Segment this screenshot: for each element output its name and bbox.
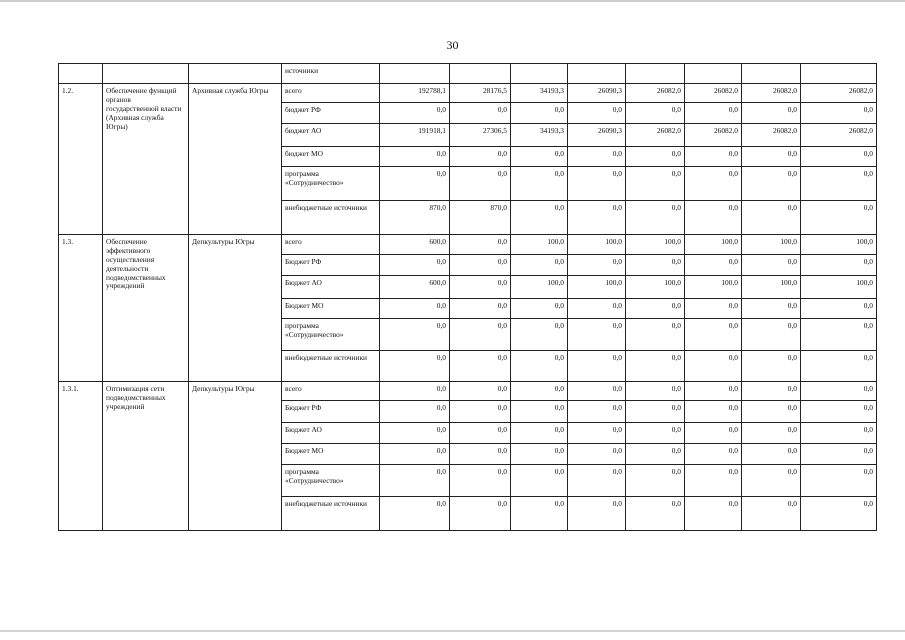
value-cell: 26082,0	[801, 124, 877, 147]
value-cell: 26082,0	[626, 124, 685, 147]
funding-source-cell: программа «Сотрудничество»	[282, 167, 380, 201]
value-cell: 27306,5	[450, 124, 511, 147]
value-cell: 0,0	[568, 319, 626, 351]
value-cell: 0,0	[801, 103, 877, 124]
value-cell: 0,0	[511, 319, 568, 351]
value-cell: 0,0	[511, 147, 568, 167]
value-cell	[568, 64, 626, 84]
value-cell	[626, 64, 685, 84]
funding-source-cell: бюджет МО	[282, 147, 380, 167]
value-cell: 0,0	[801, 401, 877, 423]
value-cell: 0,0	[568, 382, 626, 401]
value-cell: 100,0	[801, 276, 877, 299]
value-cell: 26090,3	[568, 84, 626, 103]
funding-source-cell: всего	[282, 235, 380, 255]
funding-source-cell: внебюджетные источники	[282, 201, 380, 235]
value-cell: 0,0	[511, 382, 568, 401]
value-cell: 600,0	[380, 235, 450, 255]
funding-source-cell: Бюджет МО	[282, 299, 380, 319]
value-cell: 0,0	[380, 103, 450, 124]
value-cell: 0,0	[801, 497, 877, 531]
value-cell: 0,0	[450, 465, 511, 497]
value-cell: 26082,0	[742, 84, 801, 103]
value-cell: 0,0	[685, 423, 742, 444]
value-cell: 0,0	[511, 103, 568, 124]
value-cell: 0,0	[511, 167, 568, 201]
value-cell: 0,0	[380, 351, 450, 382]
value-cell: 0,0	[450, 103, 511, 124]
value-cell: 0,0	[626, 401, 685, 423]
value-cell: 0,0	[626, 319, 685, 351]
value-cell: 0,0	[380, 147, 450, 167]
executor-cell: Депкультуры Югры	[189, 382, 282, 531]
value-cell: 0,0	[742, 465, 801, 497]
funding-source-cell: внебюджетные источники	[282, 351, 380, 382]
value-cell: 0,0	[450, 401, 511, 423]
value-cell: 0,0	[380, 444, 450, 465]
value-cell: 0,0	[742, 319, 801, 351]
value-cell: 0,0	[450, 351, 511, 382]
value-cell: 0,0	[685, 255, 742, 276]
value-cell: 0,0	[626, 465, 685, 497]
value-cell: 0,0	[685, 147, 742, 167]
funding-source-cell: бюджет АО	[282, 124, 380, 147]
funding-source-cell: источники	[282, 64, 380, 84]
value-cell: 0,0	[626, 299, 685, 319]
value-cell: 0,0	[450, 299, 511, 319]
value-cell	[450, 64, 511, 84]
budget-table	[58, 63, 877, 531]
value-cell: 0,0	[626, 255, 685, 276]
value-cell: 0,0	[801, 201, 877, 235]
value-cell: 0,0	[511, 401, 568, 423]
value-cell: 34193,3	[511, 124, 568, 147]
page-number: 30	[446, 38, 459, 52]
value-cell: 0,0	[450, 167, 511, 201]
value-cell: 100,0	[568, 276, 626, 299]
value-cell: 0,0	[626, 147, 685, 167]
funding-source-cell: Бюджет АО	[282, 276, 380, 299]
item-number-cell	[59, 64, 103, 84]
value-cell: 0,0	[511, 465, 568, 497]
value-cell: 0,0	[685, 497, 742, 531]
value-cell: 0,0	[742, 201, 801, 235]
value-cell: 0,0	[380, 382, 450, 401]
value-cell: 0,0	[450, 444, 511, 465]
scan-edge-top	[0, 0, 905, 2]
executor-cell	[189, 64, 282, 84]
value-cell: 0,0	[801, 465, 877, 497]
value-cell: 0,0	[568, 351, 626, 382]
funding-source-cell: всего	[282, 382, 380, 401]
value-cell: 0,0	[568, 103, 626, 124]
value-cell: 0,0	[685, 201, 742, 235]
value-cell: 870,0	[380, 201, 450, 235]
value-cell: 0,0	[568, 167, 626, 201]
value-cell: 100,0	[626, 235, 685, 255]
value-cell: 26082,0	[801, 84, 877, 103]
value-cell: 100,0	[742, 276, 801, 299]
value-cell: 26082,0	[685, 84, 742, 103]
value-cell: 0,0	[450, 382, 511, 401]
value-cell: 0,0	[742, 147, 801, 167]
value-cell: 0,0	[685, 299, 742, 319]
item-name-cell: Оптимизация сети подведомственных учреждений	[103, 382, 189, 531]
value-cell: 0,0	[742, 299, 801, 319]
funding-source-cell: программа «Сотрудничество»	[282, 465, 380, 497]
item-name-cell	[103, 64, 189, 84]
value-cell: 0,0	[742, 497, 801, 531]
table-body	[59, 64, 877, 531]
value-cell: 26082,0	[626, 84, 685, 103]
item-name-cell: Обеспечение эффективного осуществления деятельности подведомственных учреждений	[103, 235, 189, 382]
value-cell: 0,0	[626, 444, 685, 465]
value-cell: 0,0	[626, 201, 685, 235]
value-cell: 0,0	[380, 167, 450, 201]
value-cell: 0,0	[626, 167, 685, 201]
value-cell: 0,0	[450, 276, 511, 299]
item-number-cell: 1.2.	[59, 84, 103, 235]
funding-source-cell: Бюджет РФ	[282, 255, 380, 276]
value-cell: 0,0	[568, 465, 626, 497]
value-cell: 0,0	[568, 255, 626, 276]
item-name-cell: Обеспечение функций органов государственной власти (Архивная служба Югры)	[103, 84, 189, 235]
value-cell: 0,0	[380, 319, 450, 351]
funding-source-cell: всего	[282, 84, 380, 103]
value-cell: 0,0	[626, 423, 685, 444]
value-cell: 192788,1	[380, 84, 450, 103]
value-cell: 26082,0	[685, 124, 742, 147]
value-cell: 0,0	[511, 299, 568, 319]
value-cell: 0,0	[450, 319, 511, 351]
value-cell: 0,0	[801, 167, 877, 201]
value-cell: 0,0	[626, 351, 685, 382]
value-cell: 0,0	[742, 103, 801, 124]
value-cell: 0,0	[450, 423, 511, 444]
value-cell: 100,0	[801, 235, 877, 255]
funding-source-cell: Бюджет АО	[282, 423, 380, 444]
value-cell: 34193,3	[511, 84, 568, 103]
value-cell: 0,0	[801, 351, 877, 382]
value-cell: 28176,5	[450, 84, 511, 103]
value-cell: 0,0	[742, 423, 801, 444]
value-cell: 0,0	[801, 255, 877, 276]
value-cell: 0,0	[450, 147, 511, 167]
value-cell: 0,0	[685, 167, 742, 201]
value-cell: 100,0	[511, 235, 568, 255]
value-cell: 0,0	[742, 351, 801, 382]
value-cell: 0,0	[626, 382, 685, 401]
value-cell: 100,0	[685, 276, 742, 299]
value-cell	[380, 64, 450, 84]
value-cell: 0,0	[685, 103, 742, 124]
value-cell: 600,0	[380, 276, 450, 299]
value-cell: 26082,0	[742, 124, 801, 147]
value-cell: 0,0	[742, 401, 801, 423]
value-cell: 0,0	[742, 382, 801, 401]
value-cell: 0,0	[511, 497, 568, 531]
table-row	[59, 235, 877, 255]
value-cell: 0,0	[568, 201, 626, 235]
value-cell: 0,0	[801, 319, 877, 351]
value-cell: 0,0	[801, 299, 877, 319]
value-cell	[511, 64, 568, 84]
value-cell: 0,0	[511, 351, 568, 382]
value-cell: 0,0	[511, 444, 568, 465]
value-cell: 870,0	[450, 201, 511, 235]
item-number-cell: 1.3.1.	[59, 382, 103, 531]
value-cell: 0,0	[450, 235, 511, 255]
value-cell: 0,0	[568, 299, 626, 319]
funding-source-cell: бюджет РФ	[282, 103, 380, 124]
value-cell: 0,0	[685, 319, 742, 351]
table-row	[59, 84, 877, 103]
funding-source-cell: внебюджетные источники	[282, 497, 380, 531]
value-cell: 100,0	[568, 235, 626, 255]
value-cell: 0,0	[380, 401, 450, 423]
value-cell: 26090,3	[568, 124, 626, 147]
value-cell: 0,0	[742, 444, 801, 465]
value-cell: 191918,1	[380, 124, 450, 147]
value-cell: 0,0	[685, 351, 742, 382]
value-cell	[685, 64, 742, 84]
value-cell: 0,0	[685, 465, 742, 497]
value-cell	[801, 64, 877, 84]
executor-cell: Архивная служба Югры	[189, 84, 282, 235]
value-cell: 0,0	[380, 423, 450, 444]
value-cell: 0,0	[685, 401, 742, 423]
table-row	[59, 382, 877, 401]
value-cell: 0,0	[626, 497, 685, 531]
value-cell: 0,0	[450, 497, 511, 531]
value-cell: 0,0	[685, 382, 742, 401]
value-cell: 100,0	[511, 276, 568, 299]
value-cell: 0,0	[568, 497, 626, 531]
value-cell: 0,0	[568, 401, 626, 423]
table-row	[59, 64, 877, 84]
funding-source-cell: Бюджет МО	[282, 444, 380, 465]
value-cell: 0,0	[568, 147, 626, 167]
value-cell: 0,0	[568, 423, 626, 444]
value-cell: 0,0	[511, 255, 568, 276]
executor-cell: Депкультуры Югры	[189, 235, 282, 382]
value-cell: 0,0	[511, 201, 568, 235]
value-cell	[742, 64, 801, 84]
value-cell: 0,0	[450, 255, 511, 276]
item-number-cell: 1.3.	[59, 235, 103, 382]
value-cell: 0,0	[380, 299, 450, 319]
value-cell: 0,0	[801, 423, 877, 444]
value-cell: 0,0	[568, 444, 626, 465]
funding-source-cell: программа «Сотрудничество»	[282, 319, 380, 351]
value-cell: 0,0	[511, 423, 568, 444]
value-cell: 0,0	[685, 444, 742, 465]
value-cell: 0,0	[801, 147, 877, 167]
value-cell: 0,0	[801, 382, 877, 401]
value-cell: 0,0	[380, 255, 450, 276]
value-cell: 0,0	[380, 497, 450, 531]
value-cell: 0,0	[801, 444, 877, 465]
scan-edge-bottom	[0, 630, 905, 632]
value-cell: 0,0	[380, 465, 450, 497]
value-cell: 0,0	[742, 167, 801, 201]
value-cell: 0,0	[626, 103, 685, 124]
value-cell: 100,0	[742, 235, 801, 255]
value-cell: 100,0	[626, 276, 685, 299]
funding-source-cell: Бюджет РФ	[282, 401, 380, 423]
value-cell: 100,0	[685, 235, 742, 255]
value-cell: 0,0	[742, 255, 801, 276]
